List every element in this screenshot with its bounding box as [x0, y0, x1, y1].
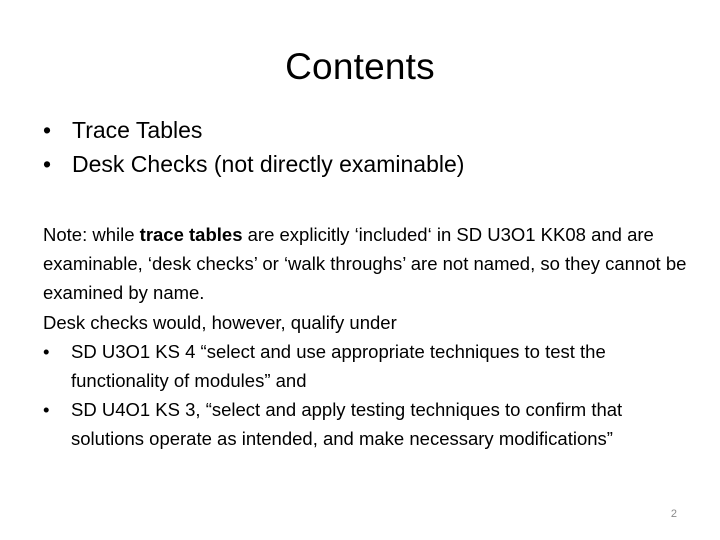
desk-checks-line: Desk checks would, however, qualify under: [43, 311, 397, 333]
contents-item-label: Trace Tables: [72, 117, 203, 143]
note-bold-term: trace tables: [139, 224, 243, 245]
contents-item-label: Desk Checks (not directly examinable): [72, 151, 465, 177]
criteria-item-text: SD U4O1 KS 3, “select and apply testing techniques to confirm that solutions operate as intended, and make necessary modifications”: [71, 399, 623, 450]
bullet-icon: •: [43, 399, 50, 421]
contents-list: [43, 113, 683, 181]
contents-item-desk-checks: [43, 147, 683, 181]
bullet-icon: •: [43, 340, 50, 362]
criteria-item-u4o1: [43, 395, 693, 453]
criteria-item-text: SD U3O1 KS 4 “select and use appropriate techniques to test the functionality of modules” and: [71, 340, 606, 392]
note-suffix: are explicitly ‘included‘ in SD U3O1 KK08 and are examinable, ‘desk checks’ or ‘walk throughs’ are not named, so they cannot be examined by name.: [43, 224, 687, 304]
note-block: [43, 220, 693, 454]
page-number: 2: [670, 508, 677, 520]
contents-item-trace-tables: [43, 113, 683, 147]
criteria-item-u3o1: [43, 337, 693, 395]
slide-title: Contents: [285, 46, 435, 87]
bullet-icon: •: [43, 151, 52, 177]
criteria-list: [43, 337, 693, 454]
bullet-icon: •: [43, 117, 52, 143]
note-prefix: Note: while: [43, 224, 140, 245]
note-paragraph: [43, 220, 693, 308]
